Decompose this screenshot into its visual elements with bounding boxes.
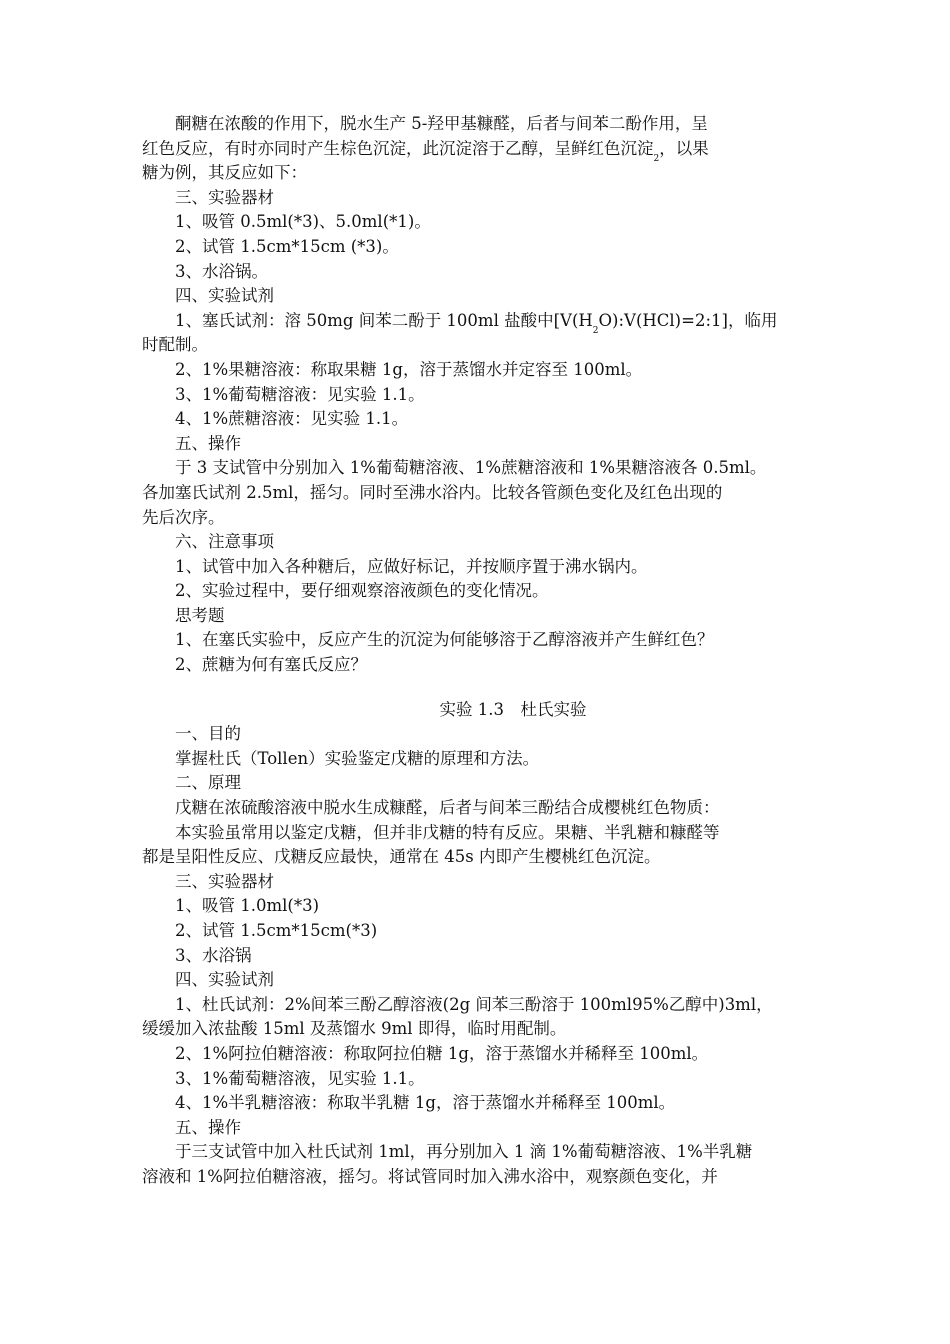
paragraph-line: 酮糖在浓酸的作用下，脱水生产 5-羟甲基糠醛，后者与间苯二酚作用，呈 [175, 114, 708, 133]
list-item: 4、1%蔗糖溶液：见实验 1.1。 [175, 409, 409, 429]
list-item: 1、在塞氏实验中，反应产生的沉淀为何能够溶于乙醇溶液并产生鲜红色？ [175, 630, 714, 650]
list-item: 1、吸管 0.5ml(*3)、5.0ml(*1)。 [175, 212, 431, 232]
section-heading: 四、实验试剂 [175, 286, 274, 306]
list-item-continuation: 时配制。 [142, 335, 208, 355]
list-item: 3、水浴锅 [175, 945, 252, 965]
section-heading: 一、目的 [175, 724, 241, 744]
list-item: 1、塞氏试剂：溶 50mg 间苯二酚于 100ml 盐酸中$[V(H_2O):V(HCl)=2:1]$，临用 [175, 310, 778, 336]
section-heading: 三、实验器材 [175, 871, 274, 891]
spacer [142, 678, 814, 698]
paragraph-line: 先后次序。 [142, 507, 225, 527]
superscript-note: 2 [653, 153, 660, 164]
section-heading: 六、注意事项 [175, 532, 274, 552]
document-body [142, 112, 814, 1190]
list-item: 4、1%半乳糖溶液：称取半乳糖 1g，溶于蒸馏水并稀释至 100ml。 [175, 1093, 676, 1113]
section-heading: 五、操作 [175, 433, 241, 453]
list-item: 2、实验过程中，要仔细观察溶液颜色的变化情况。 [175, 581, 549, 601]
list-item: 2、蔗糖为何有塞氏反应？ [175, 655, 367, 675]
subscript: 2 [592, 325, 599, 336]
list-item: 1、杜氏试剂：2%间苯三酚乙醇溶液(2g 间苯三酚溶于 100ml95%乙醇中)3ml， [175, 994, 773, 1014]
list-item: 1、试管中加入各种糖后，应做好标记，并按顺序置于沸水锅内。 [175, 556, 648, 576]
list-item: 2、1%果糖溶液：称取果糖 1g，溶于蒸馏水并定容至 100ml。 [175, 359, 643, 379]
list-item: 3、水浴锅。 [175, 261, 268, 281]
paragraph-line: 掌握杜氏（Tollen）实验鉴定戊糖的原理和方法。 [175, 748, 540, 768]
paragraph-line: 戊糖在浓硫酸溶液中脱水生成糠醛，后者与间苯三酚结合成樱桃红色物质： [175, 798, 720, 818]
list-item-continuation: 缓缓加入浓盐酸 15ml 及蒸馏水 9ml 即得，临时用配制。 [142, 1019, 567, 1039]
list-item: 2、试管 1.5cm*15cm (*3)。 [175, 236, 399, 256]
section-heading: 四、实验试剂 [175, 970, 274, 990]
experiment-title: 实验 1.3 杜氏实验 [439, 699, 587, 719]
list-item: 1、吸管 1.0ml(*3) [175, 896, 320, 916]
paragraph-line: 于 3 支试管中分别加入 1%葡萄糖溶液、1%蔗糖溶液和 1%果糖溶液各 0.5ml。 [175, 458, 767, 478]
section-heading: 三、实验器材 [175, 187, 274, 207]
list-item: 3、1%葡萄糖溶液，见实验 1.1。 [175, 1068, 425, 1088]
paragraph-line: 溶液和 1%阿拉伯糖溶液，摇匀。将试管同时加入沸水浴中，观察颜色变化，并 [142, 1166, 718, 1186]
paragraph-line: 本实验虽常用以鉴定戊糖，但并非戊糖的特有反应。果糖、半乳糖和糠醛等 [175, 822, 720, 842]
paragraph-line: 都是呈阳性反应、戊糖反应最快，通常在 45s 内即产生樱桃红色沉淀。 [142, 847, 661, 867]
section-heading: 二、原理 [175, 773, 241, 793]
paragraph-line: 于三支试管中加入杜氏试剂 1ml，再分别加入 1 滴 1%葡萄糖溶液、1%半乳糖 [175, 1142, 753, 1162]
paragraph-line: 糖为例，其反应如下： [142, 163, 307, 183]
list-item: 2、试管 1.5cm*15cm(*3) [175, 921, 378, 940]
list-item: 2、1%阿拉伯糖溶液：称取阿拉伯糖 1g，溶于蒸馏水并稀释至 100ml。 [175, 1043, 709, 1063]
section-heading: 思考题 [175, 605, 225, 625]
list-item: 3、1%葡萄糖溶液：见实验 1.1。 [175, 384, 425, 404]
paragraph-line: 红色反应，有时亦同时产生棕色沉淀，此沉淀溶于乙醇，呈鲜红色沉淀$_2$，以果 [142, 138, 709, 164]
paragraph-line: 各加塞氏试剂 2.5ml，摇匀。同时至沸水浴内。比较各管颜色变化及红色出现的 [142, 482, 723, 502]
section-heading: 五、操作 [175, 1117, 241, 1137]
